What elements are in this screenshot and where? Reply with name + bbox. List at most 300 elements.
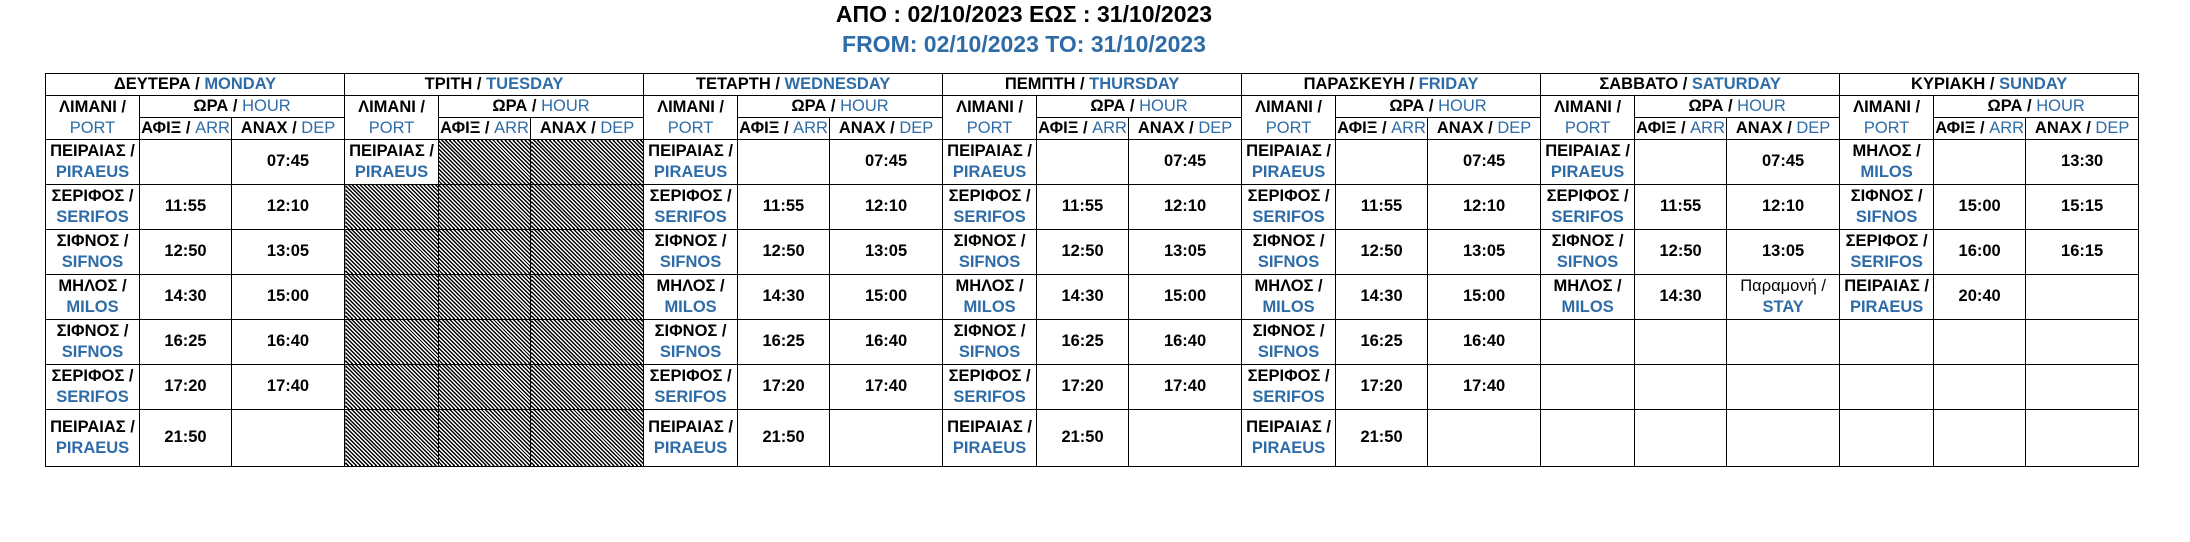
no-service-cell (345, 184, 439, 229)
port-name-english: SIFNOS (61, 252, 124, 271)
departure-label-english: DEP (1198, 119, 1233, 137)
table-row (46, 319, 2139, 364)
stay-note-english: STAY (1762, 297, 1804, 316)
port-name-english: MILOS (66, 297, 119, 316)
port-name-english: PIRAEUS (1251, 162, 1326, 181)
day-name-greek: ΤΕΤΑΡΤΗ / (695, 75, 780, 93)
empty-cell (2026, 319, 2139, 364)
departure-time: 07:45 (1428, 140, 1541, 185)
departure-time: 17:40 (232, 364, 345, 409)
empty-cell (1727, 364, 1840, 409)
port-name-greek: ΣΙΦΝΟΣ / (1252, 321, 1325, 340)
port-cell (1242, 140, 1336, 185)
port-cell (644, 409, 738, 466)
arrival-time: 11:55 (738, 184, 830, 229)
no-service-cell (439, 364, 531, 409)
port-name-greek: ΣΙΦΝΟΣ / (56, 321, 129, 340)
departure-label-greek: ΑΝΑΧ / (2034, 119, 2091, 137)
day-header (1840, 74, 2139, 96)
port-label-english: PORT (368, 118, 415, 137)
port-name-greek: ΠΕΙΡΑΙΑΣ / (648, 141, 733, 160)
port-name-greek: ΜΗΛΟΣ / (1553, 276, 1622, 295)
hour-header (1934, 96, 2139, 118)
arrival-time: 17:20 (140, 364, 232, 409)
port-name-english: MILOS (1860, 162, 1913, 181)
departure-time: 16:40 (232, 319, 345, 364)
arrival-time: 17:20 (738, 364, 830, 409)
no-service-cell (531, 184, 644, 229)
port-cell (644, 319, 738, 364)
port-cell (644, 274, 738, 319)
port-name-greek: ΣΕΡΙΦΟΣ / (948, 366, 1031, 385)
port-cell (943, 319, 1037, 364)
departure-time (1428, 409, 1541, 466)
port-cell (1541, 274, 1635, 319)
port-name-greek: ΠΕΙΡΑΙΑΣ / (947, 141, 1032, 160)
arrival-label-greek: ΑΦΙΞ / (1038, 119, 1088, 137)
hour-label-english: HOUR (840, 97, 889, 115)
arrival-time: 17:20 (1037, 364, 1129, 409)
port-column-header (1242, 96, 1336, 140)
departure-time: 15:15 (2026, 184, 2139, 229)
no-service-cell (531, 319, 644, 364)
port-cell (46, 364, 140, 409)
no-service-cell (439, 274, 531, 319)
port-name-english: MILOS (963, 297, 1016, 316)
arrival-label-english: ARR (1092, 119, 1127, 137)
arrival-time: 12:50 (1336, 229, 1428, 274)
port-name-greek: ΣΕΡΙΦΟΣ / (51, 186, 134, 205)
port-label-greek: ΛΙΜΑΝΙ / (657, 97, 725, 116)
empty-cell (1541, 364, 1635, 409)
empty-cell (1635, 319, 1727, 364)
departure-header (1129, 118, 1242, 140)
empty-cell (1635, 364, 1727, 409)
port-name-greek: ΣΕΡΙΦΟΣ / (948, 186, 1031, 205)
day-header (943, 74, 1242, 96)
departure-time: 17:40 (830, 364, 943, 409)
day-header (345, 74, 644, 96)
port-name-english: SIFNOS (1855, 207, 1918, 226)
arrival-time: 12:50 (1037, 229, 1129, 274)
departure-time: 16:15 (2026, 229, 2139, 274)
arrival-label-english: ARR (1391, 119, 1426, 137)
arrival-time (1635, 140, 1727, 185)
port-cell (46, 409, 140, 466)
port-cell (1242, 274, 1336, 319)
hour-label-english: HOUR (1737, 97, 1786, 115)
arrival-label-english: ARR (494, 119, 529, 137)
port-cell (644, 184, 738, 229)
port-name-greek: ΠΕΙΡΑΙΑΣ / (50, 417, 135, 436)
departure-label-english: DEP (301, 119, 336, 137)
arrival-time: 14:30 (1635, 274, 1727, 319)
port-label-english: PORT (667, 118, 714, 137)
empty-cell (1840, 364, 1934, 409)
port-column-header (345, 96, 439, 140)
port-name-greek: ΠΕΙΡΑΙΑΣ / (947, 417, 1032, 436)
empty-cell (1727, 409, 1840, 466)
port-name-greek: ΜΗΛΟΣ / (656, 276, 725, 295)
port-name-english: SERIFOS (56, 387, 129, 406)
departure-time (2026, 274, 2139, 319)
departure-time: 13:05 (1727, 229, 1840, 274)
table-row (46, 184, 2139, 229)
departure-time: 13:30 (2026, 140, 2139, 185)
port-name-greek: ΣΙΦΝΟΣ / (654, 231, 727, 250)
day-name-greek: ΔΕΥΤΕΡΑ / (113, 75, 200, 93)
port-cell (46, 319, 140, 364)
arrival-header (1037, 118, 1129, 140)
port-name-greek: ΜΗΛΟΣ / (58, 276, 127, 295)
day-header (1242, 74, 1541, 96)
arrival-time: 11:55 (1336, 184, 1428, 229)
port-name-english: SERIFOS (654, 207, 727, 226)
arrival-time: 17:20 (1336, 364, 1428, 409)
port-name-english: PIRAEUS (1849, 297, 1924, 316)
arrival-time (1037, 140, 1129, 185)
arrival-time: 16:25 (1037, 319, 1129, 364)
port-cell (943, 409, 1037, 466)
no-service-cell (531, 274, 644, 319)
port-cell (1242, 364, 1336, 409)
arrival-time: 20:40 (1934, 274, 2026, 319)
port-name-greek: ΣΕΡΙΦΟΣ / (1845, 231, 1928, 250)
departure-time (232, 409, 345, 466)
port-cell (943, 274, 1037, 319)
departure-time: 12:10 (1727, 184, 1840, 229)
departure-time: 16:40 (1129, 319, 1242, 364)
port-label-greek: ΛΙΜΑΝΙ / (956, 97, 1024, 116)
day-name-greek: ΣΑΒΒΑΤΟ / (1599, 75, 1688, 93)
hour-header (439, 96, 644, 118)
port-name-greek: ΣΕΡΙΦΟΣ / (649, 186, 732, 205)
departure-label-english: DEP (1497, 119, 1532, 137)
arrival-label-english: ARR (1690, 119, 1725, 137)
port-name-english: SERIFOS (1551, 207, 1624, 226)
port-column-header (1541, 96, 1635, 140)
departure-label-english: DEP (899, 119, 934, 137)
hour-label-greek: ΩΡΑ / (1389, 97, 1434, 115)
arrival-header (1336, 118, 1428, 140)
departure-label-greek: ΑΝΑΧ / (838, 119, 895, 137)
table-row (46, 274, 2139, 319)
port-name-greek: ΣΙΦΝΟΣ / (654, 321, 727, 340)
title-english: FROM: 02/10/2023 TO: 31/10/2023 (842, 31, 1206, 57)
port-name-english: SIFNOS (659, 342, 722, 361)
hour-label-greek: ΩΡΑ / (791, 97, 836, 115)
port-name-greek: ΠΕΙΡΑΙΑΣ / (1246, 417, 1331, 436)
hour-label-english: HOUR (2036, 97, 2085, 115)
no-service-cell (531, 409, 644, 466)
departure-time: 07:45 (232, 140, 345, 185)
departure-time: 07:45 (830, 140, 943, 185)
arrival-time (1934, 140, 2026, 185)
port-name-greek: ΠΕΙΡΑΙΑΣ / (50, 141, 135, 160)
port-cell (1840, 274, 1934, 319)
arrival-time: 14:30 (1037, 274, 1129, 319)
arrival-time: 16:00 (1934, 229, 2026, 274)
port-name-greek: ΠΕΙΡΑΙΑΣ / (1844, 276, 1930, 295)
day-name-greek: ΚΥΡΙΑΚΗ / (1911, 75, 1995, 93)
port-name-english: SIFNOS (1257, 252, 1320, 271)
no-service-cell (439, 409, 531, 466)
departure-time: 15:00 (1428, 274, 1541, 319)
port-cell (1242, 409, 1336, 466)
arrival-time: 12:50 (1635, 229, 1727, 274)
day-name-greek: ΠΕΜΠΤΗ / (1004, 75, 1085, 93)
port-cell (46, 184, 140, 229)
departure-label-english: DEP (1796, 119, 1831, 137)
port-name-greek: ΣΙΦΝΟΣ / (1850, 186, 1923, 205)
port-name-english: SIFNOS (958, 342, 1021, 361)
hour-header (140, 96, 345, 118)
departure-time: 13:05 (830, 229, 943, 274)
port-name-english: PIRAEUS (653, 162, 728, 181)
departure-label-greek: ΑΝΑΧ / (1735, 119, 1792, 137)
departure-time: 07:45 (1129, 140, 1242, 185)
arrival-label-english: ARR (195, 119, 230, 137)
arrival-label-greek: ΑΦΙΞ / (1636, 119, 1686, 137)
arrival-time (1336, 140, 1428, 185)
port-cell (1242, 319, 1336, 364)
port-name-greek: ΠΕΙΡΑΙΑΣ / (1246, 141, 1331, 160)
arrival-time: 16:25 (738, 319, 830, 364)
arrival-header (738, 118, 830, 140)
day-header (46, 74, 345, 96)
no-service-cell (531, 364, 644, 409)
port-name-greek: ΣΙΦΝΟΣ / (1551, 231, 1624, 250)
port-name-english: SERIFOS (1252, 387, 1325, 406)
port-name-english: PIRAEUS (1550, 162, 1625, 181)
port-label-greek: ΛΙΜΑΝΙ / (1554, 97, 1622, 116)
departure-header (531, 118, 644, 140)
table-row (46, 140, 2139, 185)
departure-time: 15:00 (1129, 274, 1242, 319)
table-row (46, 409, 2139, 466)
arrival-time: 21:50 (738, 409, 830, 466)
port-cell (943, 364, 1037, 409)
day-name-english: SUNDAY (1999, 75, 2068, 93)
day-name-english: THURSDAY (1089, 75, 1180, 93)
arrival-header (140, 118, 232, 140)
departure-time: 12:10 (1428, 184, 1541, 229)
port-name-greek: ΣΙΦΝΟΣ / (56, 231, 129, 250)
departure-label-greek: ΑΝΑΧ / (1137, 119, 1194, 137)
table-row (46, 364, 2139, 409)
port-name-english: PIRAEUS (354, 162, 429, 181)
port-name-english: MILOS (1561, 297, 1614, 316)
port-name-english: SIFNOS (958, 252, 1021, 271)
departure-header (2026, 118, 2139, 140)
port-cell (943, 140, 1037, 185)
port-name-english: SERIFOS (1850, 252, 1923, 271)
port-cell (1242, 184, 1336, 229)
port-cell (1840, 140, 1934, 185)
no-service-cell (439, 184, 531, 229)
timetable (45, 73, 2139, 467)
port-label-greek: ΛΙΜΑΝΙ / (59, 97, 126, 116)
departure-time: 13:05 (1428, 229, 1541, 274)
port-label-english: PORT (966, 118, 1013, 137)
port-name-english: PIRAEUS (952, 162, 1027, 181)
empty-cell (2026, 364, 2139, 409)
port-name-english: PIRAEUS (952, 438, 1027, 457)
day-name-greek: ΠΑΡΑΣΚΕΥΗ / (1303, 75, 1415, 93)
empty-cell (1541, 319, 1635, 364)
hour-label-greek: ΩΡΑ / (193, 97, 238, 115)
arrival-header (1635, 118, 1727, 140)
arrival-time: 21:50 (140, 409, 232, 466)
empty-cell (2026, 409, 2139, 466)
arrival-label-greek: ΑΦΙΞ / (440, 119, 490, 137)
port-name-english: MILOS (664, 297, 717, 316)
hour-label-english: HOUR (242, 97, 291, 115)
arrival-header (1934, 118, 2026, 140)
day-header (1541, 74, 1840, 96)
port-cell (1840, 229, 1934, 274)
day-name-english: WEDNESDAY (784, 75, 891, 93)
port-name-greek: ΣΙΦΝΟΣ / (953, 321, 1026, 340)
day-name-english: TUESDAY (486, 75, 564, 93)
title-greek: ΑΠΟ : 02/10/2023 ΕΩΣ : 31/10/2023 (835, 1, 1213, 27)
departure-time: 15:00 (830, 274, 943, 319)
departure-time: 16:40 (830, 319, 943, 364)
port-name-greek: ΠΕΙΡΑΙΑΣ / (648, 417, 733, 436)
no-service-cell (439, 229, 531, 274)
port-name-english: PIRAEUS (55, 438, 130, 457)
port-label-english: PORT (1564, 118, 1611, 137)
arrival-label-greek: ΑΦΙΞ / (141, 119, 191, 137)
port-name-greek: ΠΕΙΡΑΙΑΣ / (1545, 141, 1630, 160)
port-cell (644, 140, 738, 185)
arrival-time: 11:55 (140, 184, 232, 229)
arrival-time: 14:30 (140, 274, 232, 319)
port-cell (1541, 229, 1635, 274)
empty-cell (1934, 319, 2026, 364)
day-header (644, 74, 943, 96)
port-name-greek: ΣΙΦΝΟΣ / (1252, 231, 1325, 250)
departure-time (1129, 409, 1242, 466)
hour-header (1336, 96, 1541, 118)
departure-header (830, 118, 943, 140)
port-name-english: PIRAEUS (55, 162, 130, 181)
hour-label-english: HOUR (1139, 97, 1188, 115)
port-name-greek: ΜΗΛΟΣ / (1852, 141, 1921, 160)
port-cell (46, 229, 140, 274)
arrival-label-greek: ΑΦΙΞ / (1337, 119, 1387, 137)
port-name-greek: ΣΕΡΙΦΟΣ / (649, 366, 732, 385)
port-cell (1541, 184, 1635, 229)
port-cell (46, 140, 140, 185)
departure-time: 15:00 (232, 274, 345, 319)
empty-cell (1934, 409, 2026, 466)
port-name-greek: ΣΕΡΙΦΟΣ / (1546, 186, 1629, 205)
port-name-greek: ΣΕΡΙΦΟΣ / (51, 366, 134, 385)
departure-label-english: DEP (600, 119, 635, 137)
hour-label-greek: ΩΡΑ / (492, 97, 537, 115)
day-name-english: SATURDAY (1691, 75, 1781, 93)
port-name-greek: ΣΙΦΝΟΣ / (953, 231, 1026, 250)
departure-header (1727, 118, 1840, 140)
arrival-time: 14:30 (738, 274, 830, 319)
port-cell (943, 184, 1037, 229)
arrival-label-greek: ΑΦΙΞ / (1935, 119, 1985, 137)
departure-time: 12:10 (1129, 184, 1242, 229)
port-cell (345, 140, 439, 185)
day-name-greek: ΤΡΙΤΗ / (424, 75, 482, 93)
hour-header (1635, 96, 1840, 118)
no-service-cell (439, 319, 531, 364)
departure-note (1727, 274, 1840, 319)
port-label-greek: ΛΙΜΑΝΙ / (358, 97, 425, 116)
departure-time: 16:40 (1428, 319, 1541, 364)
arrival-time: 11:55 (1037, 184, 1129, 229)
port-name-english: MILOS (1262, 297, 1315, 316)
port-label-greek: ΛΙΜΑΝΙ / (1853, 97, 1921, 116)
no-service-cell (345, 274, 439, 319)
arrival-time: 14:30 (1336, 274, 1428, 319)
port-cell (644, 364, 738, 409)
arrival-label-english: ARR (793, 119, 828, 137)
hour-label-greek: ΩΡΑ / (1090, 97, 1135, 115)
table-row (46, 229, 2139, 274)
arrival-header (439, 118, 531, 140)
departure-time: 12:10 (232, 184, 345, 229)
no-service-cell (345, 229, 439, 274)
arrival-time: 21:50 (1336, 409, 1428, 466)
hour-header (1037, 96, 1242, 118)
arrival-time: 16:25 (140, 319, 232, 364)
arrival-time: 11:55 (1635, 184, 1727, 229)
arrival-time (140, 140, 232, 185)
no-service-cell (345, 319, 439, 364)
departure-label-english: DEP (2095, 119, 2130, 137)
empty-cell (1727, 319, 1840, 364)
port-name-greek: ΜΗΛΟΣ / (1254, 276, 1323, 295)
port-name-english: SERIFOS (1252, 207, 1325, 226)
port-name-english: SERIFOS (953, 207, 1026, 226)
port-name-english: SERIFOS (56, 207, 129, 226)
port-name-greek: ΜΗΛΟΣ / (955, 276, 1024, 295)
hour-label-greek: ΩΡΑ / (1688, 97, 1733, 115)
port-name-english: SERIFOS (953, 387, 1026, 406)
departure-label-greek: ΑΝΑΧ / (539, 119, 596, 137)
no-service-cell (531, 229, 644, 274)
port-column-header (1840, 96, 1934, 140)
arrival-time: 21:50 (1037, 409, 1129, 466)
departure-header (1428, 118, 1541, 140)
port-name-english: SIFNOS (1556, 252, 1619, 271)
port-cell (1242, 229, 1336, 274)
day-name-english: FRIDAY (1418, 75, 1479, 93)
port-label-english: PORT (1863, 118, 1910, 137)
port-name-greek: ΠΕΙΡΑΙΑΣ / (349, 141, 434, 160)
empty-cell (1840, 319, 1934, 364)
port-name-english: PIRAEUS (653, 438, 728, 457)
arrival-label-english: ARR (1989, 119, 2025, 137)
hour-label-english: HOUR (541, 97, 590, 115)
port-label-english: PORT (1265, 118, 1312, 137)
port-name-english: SIFNOS (61, 342, 124, 361)
arrival-time: 12:50 (140, 229, 232, 274)
departure-time (830, 409, 943, 466)
port-column-header (943, 96, 1037, 140)
arrival-label-greek: ΑΦΙΞ / (739, 119, 789, 137)
departure-time: 12:10 (830, 184, 943, 229)
arrival-time: 12:50 (738, 229, 830, 274)
port-label-greek: ΛΙΜΑΝΙ / (1255, 97, 1323, 116)
